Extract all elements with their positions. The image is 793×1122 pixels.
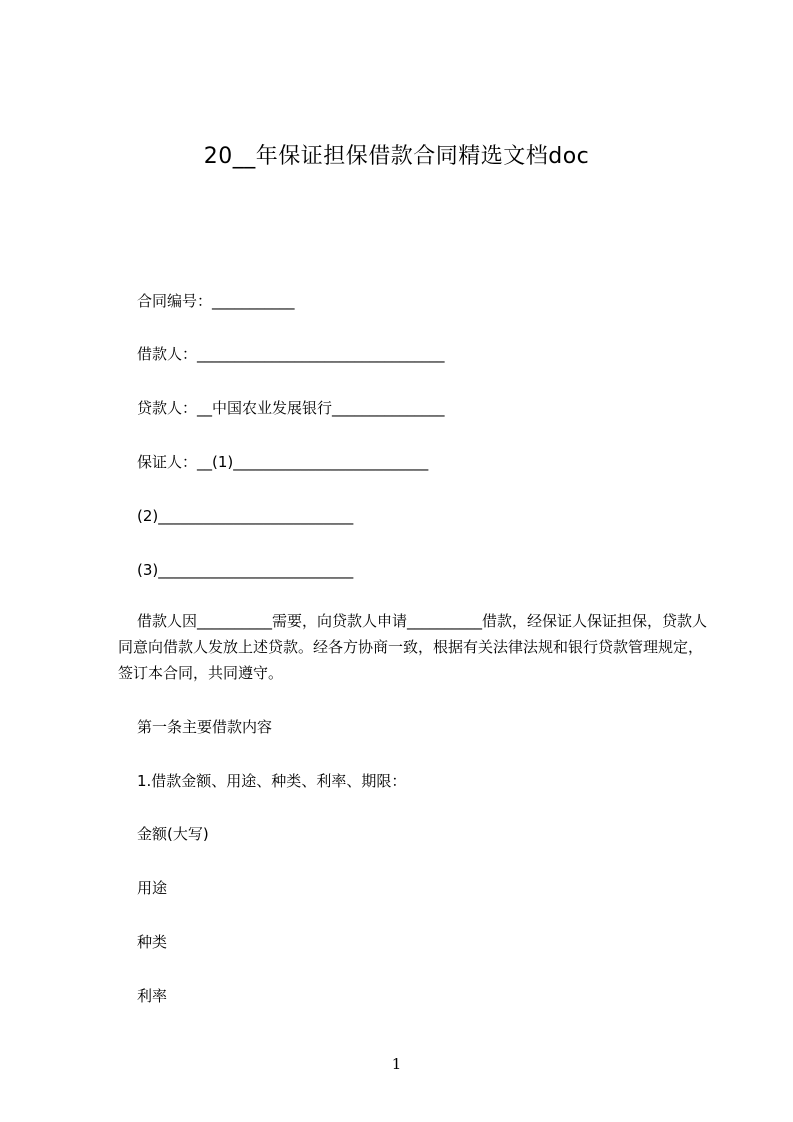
item-1-text: 1.借款金额、用途、种类、利率、期限： — [137, 772, 407, 790]
guarantor-3-field: (3)__________________________ — [137, 561, 354, 579]
lender-field: 贷款人：__中国农业发展银行_______________ — [137, 399, 445, 417]
purpose-label: 用途 — [137, 879, 168, 897]
guarantor-2-field: (2)__________________________ — [137, 507, 354, 525]
document-title: 20__年保证担保借款合同精选文档doc — [203, 144, 590, 169]
intro-paragraph: 借款人因__________需要，向贷款人申请__________借款，经保证人保证担保，贷款人同意向借款人发放上述贷款。经各方协商一致，根据有关法律法规和银行贷款管理规定，签订本合同，共同遵守。 — [118, 612, 708, 682]
amount-label: 金额(大写) — [137, 825, 209, 843]
borrower-field: 借款人：_________________________________ — [137, 345, 445, 363]
article-1-heading: 第一条主要借款内容 — [137, 718, 273, 736]
contract-number-field: 合同编号：___________ — [137, 292, 295, 310]
guarantor-field: 保证人：__(1)__________________________ — [137, 453, 429, 471]
type-label: 种类 — [137, 933, 168, 951]
page-number: 1 — [391, 1055, 402, 1073]
rate-label: 利率 — [137, 987, 168, 1005]
